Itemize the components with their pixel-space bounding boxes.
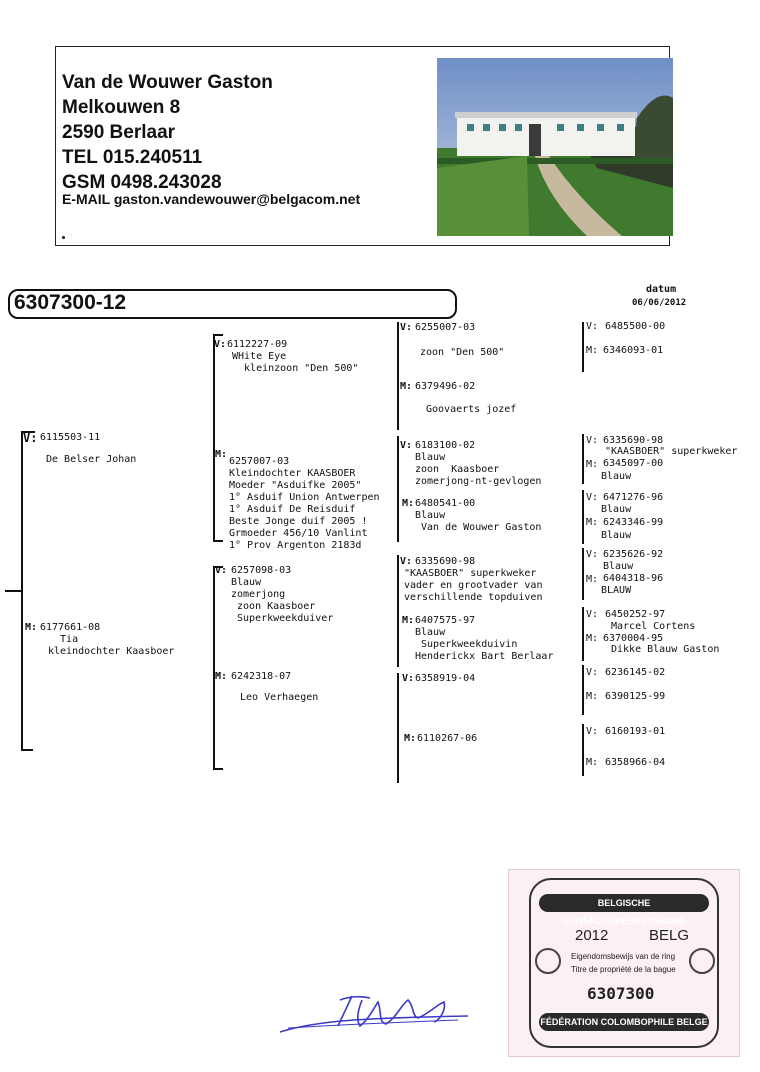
gen4-13-ring: 6358966-04 — [605, 757, 666, 768]
gen4-2-tag: V: — [586, 435, 599, 446]
gen3-1-info: Goovaerts jozef — [426, 404, 517, 415]
gen4-4-info: Blauw — [601, 504, 632, 515]
gen1-mother-tag: M: — [25, 622, 38, 633]
gen4-1-ring: 6346093-01 — [603, 345, 664, 356]
gen4-7-info: BLAUW — [601, 585, 632, 596]
gen4-6-tag: V: — [586, 549, 599, 560]
gen3-6-tag: V: — [402, 673, 415, 684]
gen4-10-ring: 6236145-02 — [605, 667, 666, 678]
gen4-2-ring: 6335690-98 — [603, 435, 664, 446]
gen3-2-info: Blauw zoon Kaasboer zomerjong-nt-gevlogen — [415, 452, 542, 487]
gen1-father-tag: V: — [23, 431, 38, 445]
gen4-0-tag: V: — [586, 321, 599, 332]
gen2-0-tag: V: — [214, 339, 227, 350]
bracket-gen4-2 — [582, 490, 584, 544]
gen4-4-ring: 6471276-96 — [603, 492, 664, 503]
gen3-0-info: zoon "Den 500" — [420, 347, 505, 358]
date-value: 06/06/2012 — [632, 298, 687, 308]
gen2-0-ring: 6112227-09 — [227, 339, 288, 350]
gen1-mother-ring: 6177661-08 — [40, 622, 101, 633]
owner-tel: TEL 015.240511 — [62, 147, 203, 168]
gen1-father-ring: 6115503-11 — [40, 432, 101, 443]
owner-street: Melkouwen 8 — [62, 97, 181, 118]
gen3-2-ring: 6183100-02 — [415, 440, 476, 451]
gen3-1-tag: M: — [400, 381, 413, 392]
owner-name: Van de Wouwer Gaston — [62, 72, 273, 93]
gen2-2-ring: 6257098-03 — [231, 565, 292, 576]
gen4-9-tag: M: — [586, 633, 599, 644]
bracket-gen1-bottom — [21, 749, 33, 751]
owner-city: 2590 Berlaar — [62, 122, 176, 143]
bracket-gen3-3 — [397, 673, 399, 783]
date-label: datum — [646, 284, 677, 295]
gen3-7-tag: M: — [404, 733, 417, 744]
gen4-6-info: Blauw — [603, 561, 634, 572]
gen4-13-tag: M: — [586, 757, 599, 768]
gen4-2-info: "KAASBOER" superkweker — [605, 446, 738, 457]
gen4-6-ring: 6235626-92 — [603, 549, 664, 560]
gen4-3-ring: 6345097-00 — [603, 458, 664, 469]
gen4-4-tag: V: — [586, 492, 599, 503]
gen4-7-tag: M: — [586, 574, 599, 585]
bracket-gen2-a-bottom — [213, 540, 223, 542]
card-ring-number: 6307300 — [587, 984, 655, 1003]
bracket-gen3-1 — [397, 436, 399, 542]
card-line-2: Titre de propriété de la bague — [571, 965, 676, 974]
gen1-mother-info: Tia kleindochter Kaasboer — [48, 634, 175, 657]
gen4-10-tag: V: — [586, 667, 599, 678]
bracket-gen3-2 — [397, 555, 399, 667]
bracket-gen4-3 — [582, 548, 584, 600]
card-seal-left-icon — [535, 948, 561, 974]
bracket-gen2-a-top — [213, 334, 223, 336]
gen4-0-ring: 6485500-00 — [605, 321, 666, 332]
bracket-gen2-b — [213, 566, 215, 770]
card-bottom-band: FÉDÉRATION COLOMBOPHILE BELGE — [539, 1013, 709, 1031]
gen2-3-tag: M: — [215, 671, 228, 682]
gen4-8-tag: V: — [586, 609, 599, 620]
gen4-12-tag: V: — [586, 726, 599, 737]
header-dot — [62, 236, 65, 239]
gen4-1-tag: M: — [586, 345, 599, 356]
bracket-gen4-0 — [582, 322, 584, 372]
gen3-3-info: Blauw Van de Wouwer Gaston — [415, 510, 542, 533]
gen2-0-info: WHite Eye kleinzoon "Den 500" — [232, 351, 359, 374]
bracket-gen4-6 — [582, 724, 584, 776]
bracket-gen1 — [21, 431, 23, 751]
bracket-gen2-b-bottom — [213, 768, 223, 770]
gen2-1-info: 6257007-03 Kleindochter KAASBOER Moeder "Asduifke 2005" 1° Asduif Union Antwerpen 1° Asduif De Reisduif Beste Jonge duif 2005 ! Grmoeder 456/10 Vanlint 1° Prov Argenton 2183d — [229, 456, 380, 551]
gen3-5-info: Blauw Superkweekduivin Henderickx Bart Berlaar — [415, 627, 554, 662]
gen4-9-ring: 6370004-95 — [603, 633, 664, 644]
gen4-3-tag: M: — [586, 459, 599, 470]
gen2-3-ring: 6242318-07 — [231, 671, 292, 682]
gen2-3-info: Leo Verhaegen — [240, 692, 319, 703]
card-line-1: Eigendomsbewijs van de ring — [571, 952, 676, 961]
card-seal-right-icon — [689, 948, 715, 974]
gen3-4-info: "KAASBOER" superkweker vader en grootvader van verschillende topduiven — [404, 568, 543, 603]
card-year: 2012 — [575, 927, 609, 944]
gen2-2-info: Blauw zomerjong zoon Kaasboer Superkweekduiver — [231, 577, 334, 624]
signature — [278, 990, 478, 1038]
gen4-8-ring: 6450252-97 — [605, 609, 666, 620]
bracket-gen4-5 — [582, 665, 584, 715]
bracket-gen2-a — [213, 334, 215, 541]
gen4-12-ring: 6160193-01 — [605, 726, 666, 737]
gen4-11-tag: M: — [586, 691, 599, 702]
card-top-band: BELGISCHE DUIVENLIEFHEBBERSBOND — [539, 894, 709, 912]
ring-number: 6307300-12 — [14, 291, 127, 314]
gen3-2-tag: V: — [400, 440, 413, 451]
gen3-5-tag: M: — [402, 615, 415, 626]
bracket-gen4-4 — [582, 607, 584, 661]
gen3-4-tag: V: — [400, 556, 413, 567]
card-country: BELG — [649, 927, 690, 944]
gen4-7-ring: 6404318-96 — [603, 573, 664, 584]
gen3-0-tag: V: — [400, 322, 413, 333]
gen4-9-info: Dikke Blauw Gaston — [611, 644, 720, 655]
gen3-7-ring: 6110267-06 — [417, 733, 478, 744]
owner-gsm: GSM 0498.243028 — [62, 172, 222, 193]
gen4-8-info: Marcel Cortens — [611, 621, 696, 632]
gen3-3-tag: M: — [402, 498, 415, 509]
gen3-6-ring: 6358919-04 — [415, 673, 476, 684]
gen3-1-ring: 6379496-02 — [415, 381, 476, 392]
gen4-3-info: Blauw — [601, 471, 632, 482]
gen4-5-tag: M: — [586, 517, 599, 528]
bracket-gen4-1 — [582, 434, 584, 484]
loft-photo — [437, 58, 673, 236]
gen4-11-ring: 6390125-99 — [605, 691, 666, 702]
owner-email: E-MAIL gaston.vandewouwer@belgacom.net — [62, 191, 361, 207]
gen2-2-tag: V: — [215, 565, 228, 576]
gen4-5-info: Blauw — [601, 530, 632, 541]
gen3-4-ring: 6335690-98 — [415, 556, 476, 567]
gen1-father-info: De Belser Johan — [46, 454, 137, 465]
gen2-1-tag: M: — [215, 449, 228, 460]
ring-ownership-card — [508, 869, 740, 1057]
gen3-3-ring: 6480541-00 — [415, 498, 476, 509]
gen4-5-ring: 6243346-99 — [603, 517, 664, 528]
bracket-gen3-0 — [397, 322, 399, 430]
gen3-5-ring: 6407575-97 — [415, 615, 476, 626]
gen3-0-ring: 6255007-03 — [415, 322, 476, 333]
